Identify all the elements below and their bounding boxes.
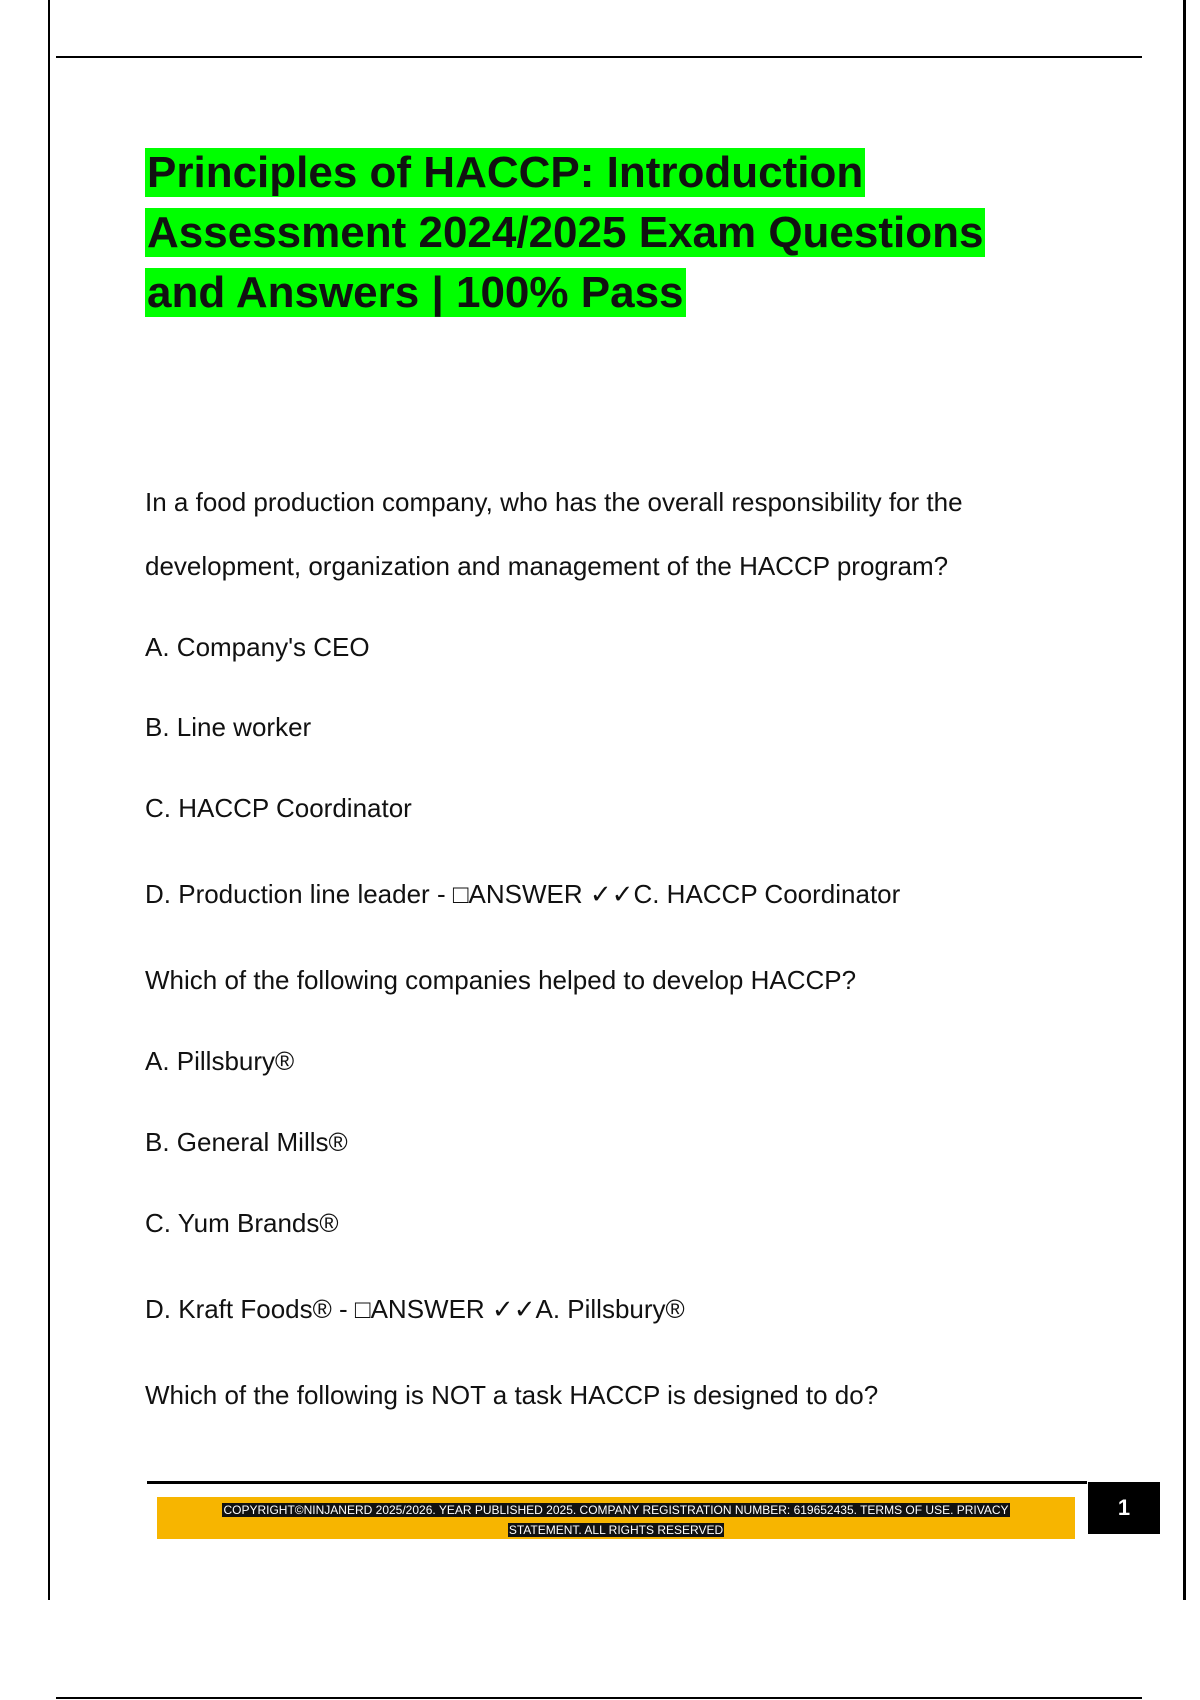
page-left-border [48, 0, 50, 1600]
answer-option: C. Yum Brands® [145, 1208, 339, 1238]
header-rule [56, 56, 1142, 58]
answer-option: A. Pillsbury® [145, 1046, 295, 1076]
footer-rule [147, 1481, 1087, 1484]
answer-option-with-key: D. Kraft Foods® - □ANSWER ✓✓A. Pillsbury® [145, 1294, 685, 1324]
question-text: development, organization and management of the HACCP program? [145, 551, 949, 581]
answer-option: A. Company's CEO [145, 632, 370, 662]
title-line-3: and Answers | 100% Pass [147, 268, 684, 317]
copyright-notice [170, 1500, 1062, 1540]
page-bottom-rule [56, 1697, 1142, 1699]
document-title [145, 143, 1095, 323]
question-text: Which of the following is NOT a task HACCP is designed to do? [145, 1380, 879, 1410]
copyright-line-1: COPYRIGHT©NINJANERD 2025/2026. YEAR PUBLISHED 2025. COMPANY REGISTRATION NUMBER: 619652435. TERMS OF USE. PRIVACY [223, 1503, 1009, 1517]
answer-option-with-key: D. Production line leader - □ANSWER ✓✓C. HACCP Coordinator [145, 879, 901, 909]
answer-option: C. HACCP Coordinator [145, 793, 412, 823]
question-text: Which of the following companies helped to develop HACCP? [145, 965, 857, 995]
answer-option: B. Line worker [145, 712, 312, 742]
page-number: 1 [1088, 1482, 1160, 1534]
copyright-line-2: STATEMENT. ALL RIGHTS RESERVED [508, 1523, 724, 1537]
page-right-border [1183, 0, 1186, 1600]
title-line-2: Assessment 2024/2025 Exam Questions [147, 208, 984, 257]
title-line-1: Principles of HACCP: Introduction [147, 148, 864, 197]
answer-option: B. General Mills® [145, 1127, 348, 1157]
question-text: In a food production company, who has the overall responsibility for the [145, 487, 963, 517]
